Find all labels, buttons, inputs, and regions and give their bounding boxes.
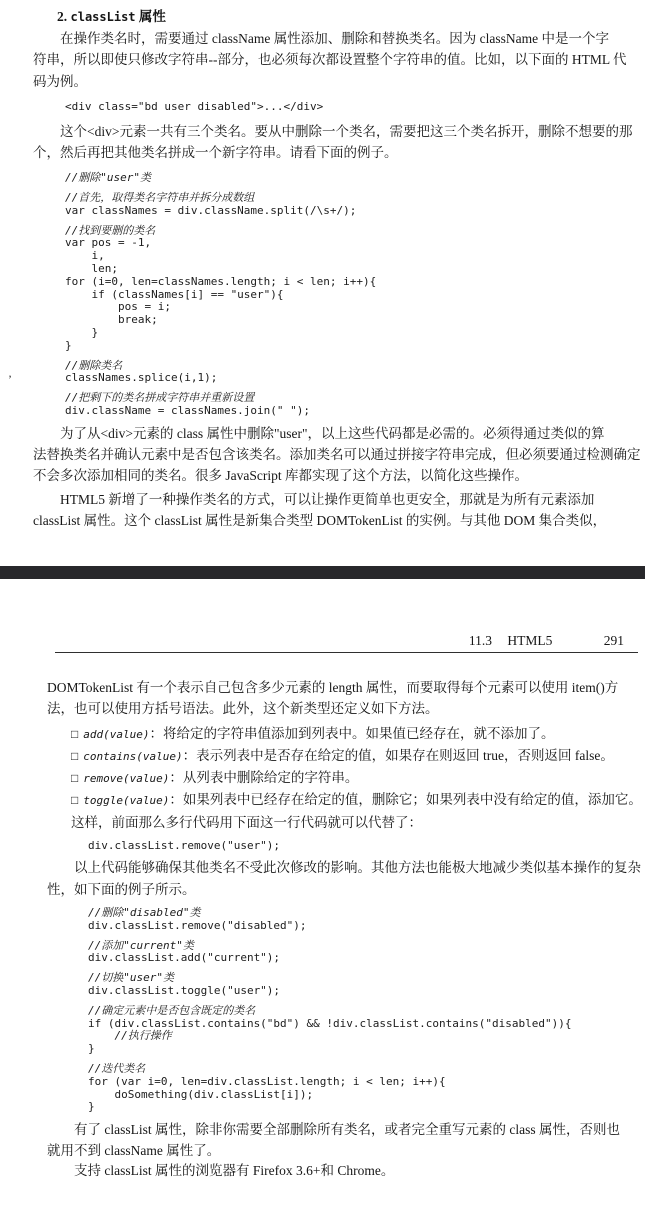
code-line: len; [65, 262, 118, 276]
code-line: //首先，取得类名字符串并拆分成数组 [65, 191, 255, 205]
text-line: 就用不到 className 属性了。 [47, 1143, 221, 1159]
scan-artifact-mark: ’ [8, 372, 12, 386]
code-line: div.className = classNames.join(" "); [65, 404, 311, 418]
paragraph-browser-support [47, 1164, 638, 1178]
method-name: remove(value) [83, 771, 170, 785]
section-heading [33, 8, 632, 26]
paragraph-ensure [47, 857, 641, 900]
code-line: div.classList.remove("disabled"); [88, 918, 307, 932]
code-line: var pos = -1, [65, 236, 152, 250]
paragraph-domtokenlist [47, 677, 638, 720]
page-bottom-region [0, 631, 645, 1213]
code-line: for (i=0, len=classNames.length; i < len; i++){ [65, 274, 377, 288]
text-line: 以上代码能够确保其他类名不受此次修改的影响。其他方法也能极大地减少类似基本操作的复杂 [74, 860, 641, 876]
text-line: DOMTokenList 有一个表示自己包含多少元素的 length 属性，而要取得每个元素可以使用 item()方 [47, 680, 619, 695]
page-break-bar [0, 566, 645, 579]
text-line: 码为例。 [33, 73, 87, 89]
section-number: 11.3 [468, 633, 492, 648]
code-line: //删除"user"类 [65, 171, 151, 185]
text-line: 符串，所以即使只修改字符串--部分，也必须每次都设置整个字符串的值。比如，以下面的 HTML 代 [33, 52, 627, 68]
code-line: <div class="bd user disabled">...</div> [65, 99, 324, 113]
heading-number: 2. [57, 9, 71, 24]
running-header [55, 631, 638, 653]
text-line: 不会多次添加相同的类名。很多 JavaScript 库都实现了这个方法，以简化这些操作。 [33, 468, 528, 484]
method-list [47, 723, 642, 811]
method-name: contains(value) [83, 749, 183, 763]
code-line: //删除"disabled"类 [88, 905, 201, 919]
list-item [47, 723, 638, 745]
text-line: 有了 classList 属性，除非你需要全部删除所有类名，或者完全重写元素的 class 属性，否则也 [74, 1122, 620, 1138]
code-line: } [88, 1042, 95, 1056]
code-line: } [65, 338, 72, 352]
text-line: 支持 classList 属性的浏览器有 Firefox 3.6+和 Chrome。 [74, 1162, 395, 1178]
code-line: } [65, 326, 99, 340]
method-description: ：如果列表中已经存在给定的值，删除它；如果列表中没有给定的值，添加它。 [169, 791, 642, 807]
page-number: 291 [603, 633, 624, 648]
code-line: //删除类名 [65, 358, 123, 372]
code-line: for (var i=0, len=div.classList.length; i < len; i++){ [88, 1074, 446, 1088]
code-line: //切换"user"类 [88, 971, 174, 985]
text-line: HTML5 新增了一种操作类名的方式，可以让操作更简单也更安全，那就是为所有元素添加 [60, 491, 595, 507]
text-line: classList 属性。这个 classList 属性是新集合类型 DOMTokenList 的实例。与其他 DOM 集合类似， [33, 513, 607, 529]
square-bullet-icon: □ [71, 726, 79, 741]
paragraph-conclusion [47, 1119, 638, 1162]
code-line: //确定元素中是否包含既定的类名 [88, 1003, 256, 1017]
code-line [65, 353, 632, 360]
method-description: ：将给定的字符串值添加到列表中。如果值已经存在，就不添加了。 [149, 725, 555, 741]
code-line: if (div.classList.contains("bd") && !div.classList.contains("disabled")){ [88, 1016, 572, 1030]
text-line: 在操作类名时，需要通过 className 属性添加、删除和替换类名。因为 className 中是一个字 [60, 31, 609, 46]
method-description: ：从列表中删除给定的字符串。 [169, 769, 359, 785]
list-item [47, 767, 638, 789]
heading-code-term: classList [70, 10, 136, 24]
paragraph-classname-intro [33, 28, 632, 92]
code-block-classlist-remove [88, 840, 638, 853]
code-line: if (classNames[i] == "user"){ [65, 287, 284, 301]
code-line: //执行操作 [88, 1029, 172, 1043]
method-name: add(value) [83, 727, 150, 741]
paragraph-html5-classlist [33, 489, 632, 532]
code-line: div.classList.toggle("user"); [88, 983, 281, 997]
text-line: 个，然后再把其他类名拼成一个新字符串。请看下面的例子。 [33, 144, 398, 160]
code-line: doSomething(div.classList[i]); [88, 1087, 314, 1101]
square-bullet-icon: □ [71, 748, 79, 763]
code-line [88, 1056, 638, 1063]
list-item [47, 745, 638, 767]
code-line: //迭代类名 [88, 1061, 146, 1075]
text-line: 这样，前面那么多行代码用下面这一行代码就可以代替了： [71, 814, 422, 830]
code-block-remove-user [65, 172, 632, 418]
text-line: 为了从<div>元素的 class 属性中删除"user"，以上这些代码都是必需的。必须得通过类似的算 [60, 425, 605, 441]
section-title: HTML5 [507, 633, 553, 648]
text-line: 法替换类名并确认元素中是否包含该类名。添加类名可以通过拼接字符串完成，但必须要通过检测确定 [33, 447, 641, 463]
code-line: //找到要删的类名 [65, 223, 156, 237]
square-bullet-icon: □ [71, 792, 79, 807]
text-line: 这个<div>元素一共有三个类名。要从中删除一个类名，需要把这三个类名拆开，删除不想要的那 [60, 123, 633, 139]
code-line: //把剩下的类名拼成字符串并重新设置 [65, 391, 255, 405]
paragraph-three-classes [33, 121, 632, 164]
text-line: 性，如下面的例子所示。 [47, 881, 196, 897]
paragraph-algorithm-needed [33, 423, 641, 487]
list-item [47, 789, 642, 811]
code-line: } [88, 1100, 95, 1114]
code-block-html-sample [65, 101, 632, 114]
paragraph-replace-intro [47, 812, 638, 833]
code-line: pos = i; [65, 300, 171, 314]
method-description: ：表示列表中是否存在给定的值，如果存在则返回 true，否则返回 false。 [182, 747, 614, 763]
code-line: div.classList.add("current"); [88, 951, 281, 965]
code-line: i, [65, 249, 105, 263]
square-bullet-icon: □ [71, 770, 79, 785]
text-line: 法，也可以使用方括号语法。此外，这个新类型还定义如下方法。 [47, 701, 439, 717]
heading-suffix: 属性 [135, 9, 166, 24]
code-block-classlist-examples [88, 907, 638, 1114]
code-line: var classNames = div.className.split(/\s+/); [65, 203, 357, 217]
page-top-region [0, 0, 645, 566]
method-name: toggle(value) [83, 793, 170, 807]
code-line: //添加"current"类 [88, 938, 194, 952]
code-line: div.classList.remove("user"); [88, 838, 281, 852]
code-line: classNames.splice(i,1); [65, 371, 218, 385]
code-line: break; [65, 313, 158, 327]
